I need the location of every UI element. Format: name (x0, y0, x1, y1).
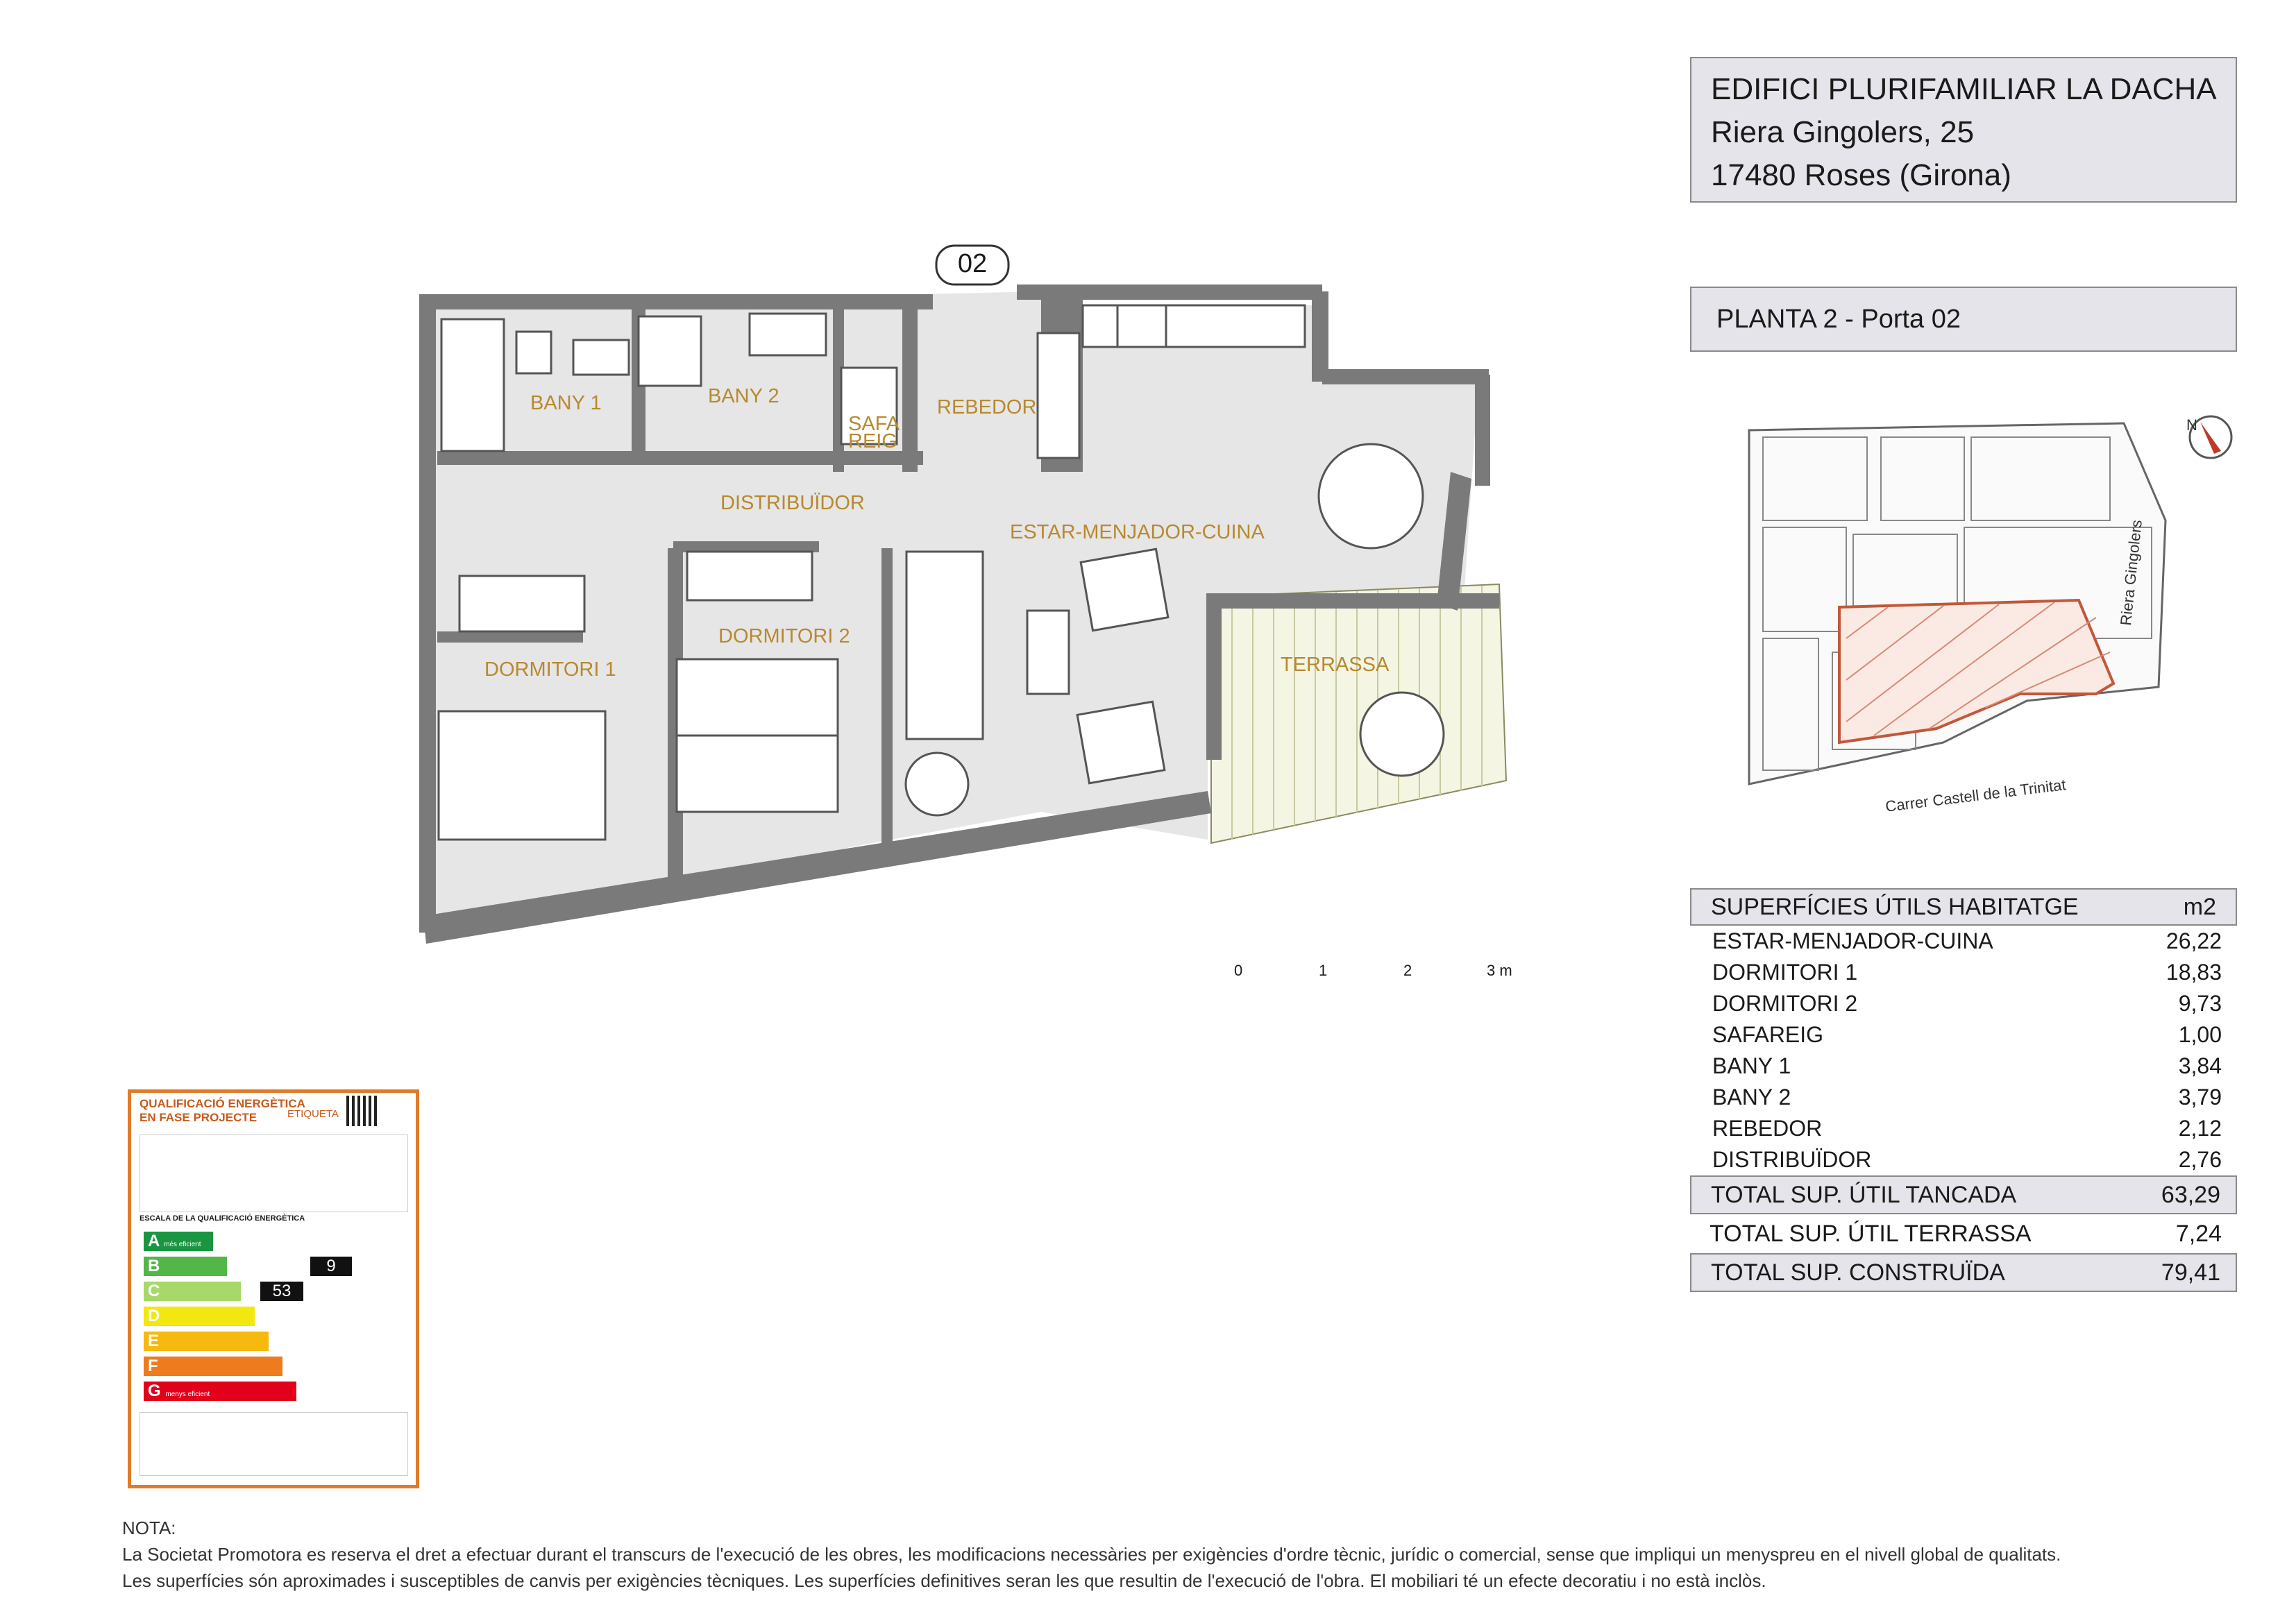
terrace-area (1211, 584, 1506, 843)
area-value: 9,73 (2178, 991, 2222, 1016)
area-value: 2,76 (2178, 1147, 2222, 1172)
total-terrace-row (1690, 1214, 2237, 1253)
energy-emissions-value: 9 (310, 1257, 352, 1276)
area-value: 1,00 (2178, 1022, 2222, 1047)
area-name: DISTRIBUÏDOR (1712, 1147, 1872, 1172)
area-value: 3,84 (2178, 1053, 2222, 1078)
key-plan (1735, 409, 2249, 826)
area-name: DORMITORI 1 (1712, 960, 1858, 985)
energy-class-e: E (144, 1332, 269, 1351)
energy-title: QUALIFICACIÓ ENERGÈTICA (140, 1097, 305, 1110)
building-street: Riera Gingolers, 25 (1711, 115, 1975, 149)
header-box (1690, 57, 2237, 203)
area-row (1690, 1113, 2237, 1144)
building-city: 17480 Roses (Girona) (1711, 158, 2011, 192)
area-row (1690, 957, 2237, 988)
total-built-value: 79,41 (2161, 1259, 2220, 1286)
energy-class-d: D (144, 1307, 255, 1326)
room-label-bany-1: BANY 1 (530, 392, 602, 414)
note-title: NOTA: (122, 1518, 176, 1538)
note (122, 1515, 2061, 1594)
total-closed-value: 63,29 (2161, 1181, 2220, 1208)
total-closed-row (1690, 1175, 2237, 1214)
energy-scale-title: ESCALA DE LA QUALIFICACIÓ ENERGÈTICA (140, 1214, 305, 1223)
room-label-dormitori-1: DORMITORI 1 (484, 658, 616, 681)
energy-consumption-value: 53 (260, 1282, 303, 1301)
room-label-reig: REIG (848, 430, 897, 452)
street-label-side: Riera Gingolers (2117, 518, 2145, 627)
room-label-bany-2: BANY 2 (708, 385, 779, 407)
energy-class-b: B (144, 1257, 227, 1276)
energy-subtitle: EN FASE PROJECTE (140, 1111, 258, 1124)
qr-code-icon (346, 1096, 377, 1126)
area-value: 2,12 (2178, 1116, 2222, 1141)
floor-plan (0, 0, 1596, 971)
area-name: SAFAREIG (1712, 1022, 1824, 1047)
scale-label-3: 3 m (1487, 962, 1512, 979)
total-closed-label: TOTAL SUP. ÚTIL TANCADA (1711, 1181, 2017, 1208)
areas-header (1690, 888, 2237, 926)
scale-label-0: 0 (1234, 962, 1243, 979)
areas-table (1690, 888, 2237, 1292)
area-row (1690, 1082, 2237, 1113)
area-row (1690, 1144, 2237, 1175)
energy-label (128, 1089, 419, 1488)
room-label-rebedor: REBEDOR (937, 396, 1037, 418)
area-name: DORMITORI 2 (1712, 991, 1858, 1016)
north-label: N (2186, 416, 2197, 434)
energy-footer-box (140, 1412, 408, 1476)
floor-label: PLANTA 2 - Porta 02 (1690, 287, 2237, 352)
energy-tag: ETIQUETA (287, 1108, 339, 1120)
energy-class-f: F (144, 1357, 282, 1376)
scale-label-2: 2 (1403, 962, 1412, 979)
room-label-dormitori-2: DORMITORI 2 (718, 625, 850, 647)
total-built-row (1690, 1253, 2237, 1292)
area-name: BANY 1 (1712, 1053, 1791, 1078)
area-name: BANY 2 (1712, 1085, 1791, 1110)
area-row (1690, 988, 2237, 1019)
area-row (1690, 926, 2237, 957)
energy-class-a: A més eficient (144, 1232, 213, 1251)
energy-class-g: G menys eficient (144, 1382, 296, 1401)
total-terrace-label: TOTAL SUP. ÚTIL TERRASSA (1710, 1220, 2032, 1247)
building-name: EDIFICI PLURIFAMILIAR LA DACHA (1711, 72, 2217, 106)
areas-header-label: SUPERFÍCIES ÚTILS HABITATGE (1711, 893, 2079, 920)
energy-info-box (140, 1135, 408, 1212)
energy-class-c: C (144, 1282, 241, 1301)
area-value: 26,22 (2166, 928, 2222, 953)
area-row (1690, 1019, 2237, 1051)
note-line-1: La Societat Promotora es reserva el dret a efectuar durant el transcurs de l'execució de les obres, les modificacions necessàries per exigències d'ordre tècnic, jurídic o comercial, sense que impliqui un menyspreu en el nivell global de qualitats. (122, 1544, 2061, 1565)
area-value: 3,79 (2178, 1085, 2222, 1110)
room-label-estar: ESTAR-MENJADOR-CUINA (1010, 521, 1265, 543)
areas-header-unit: m2 (2183, 893, 2216, 920)
total-built-label: TOTAL SUP. CONSTRUÏDA (1711, 1259, 2005, 1286)
area-value: 18,83 (2166, 960, 2222, 985)
total-terrace-value: 7,24 (2175, 1220, 2222, 1247)
area-row (1690, 1051, 2237, 1082)
scale-label-1: 1 (1319, 962, 1328, 979)
room-label-safa: SAFA (848, 413, 900, 435)
area-name: ESTAR-MENJADOR-CUINA (1712, 928, 1993, 953)
unit-tag-text: 02 (957, 249, 988, 278)
room-label-distribuidor: DISTRIBUÏDOR (720, 492, 865, 514)
note-line-2: Les superfícies són aproximades i susceptibles de canvis per exigències tècniques. Les superfícies definitives seran les que resultin de l'execució de l'obra. El mobiliari té un efecte decoratiu i no està inclòs. (122, 1570, 1766, 1591)
area-name: REBEDOR (1712, 1116, 1823, 1141)
room-label-terrassa: TERRASSA (1281, 654, 1390, 676)
street-label-bottom: Carrer Castell de la Trinitat (1884, 776, 2067, 815)
